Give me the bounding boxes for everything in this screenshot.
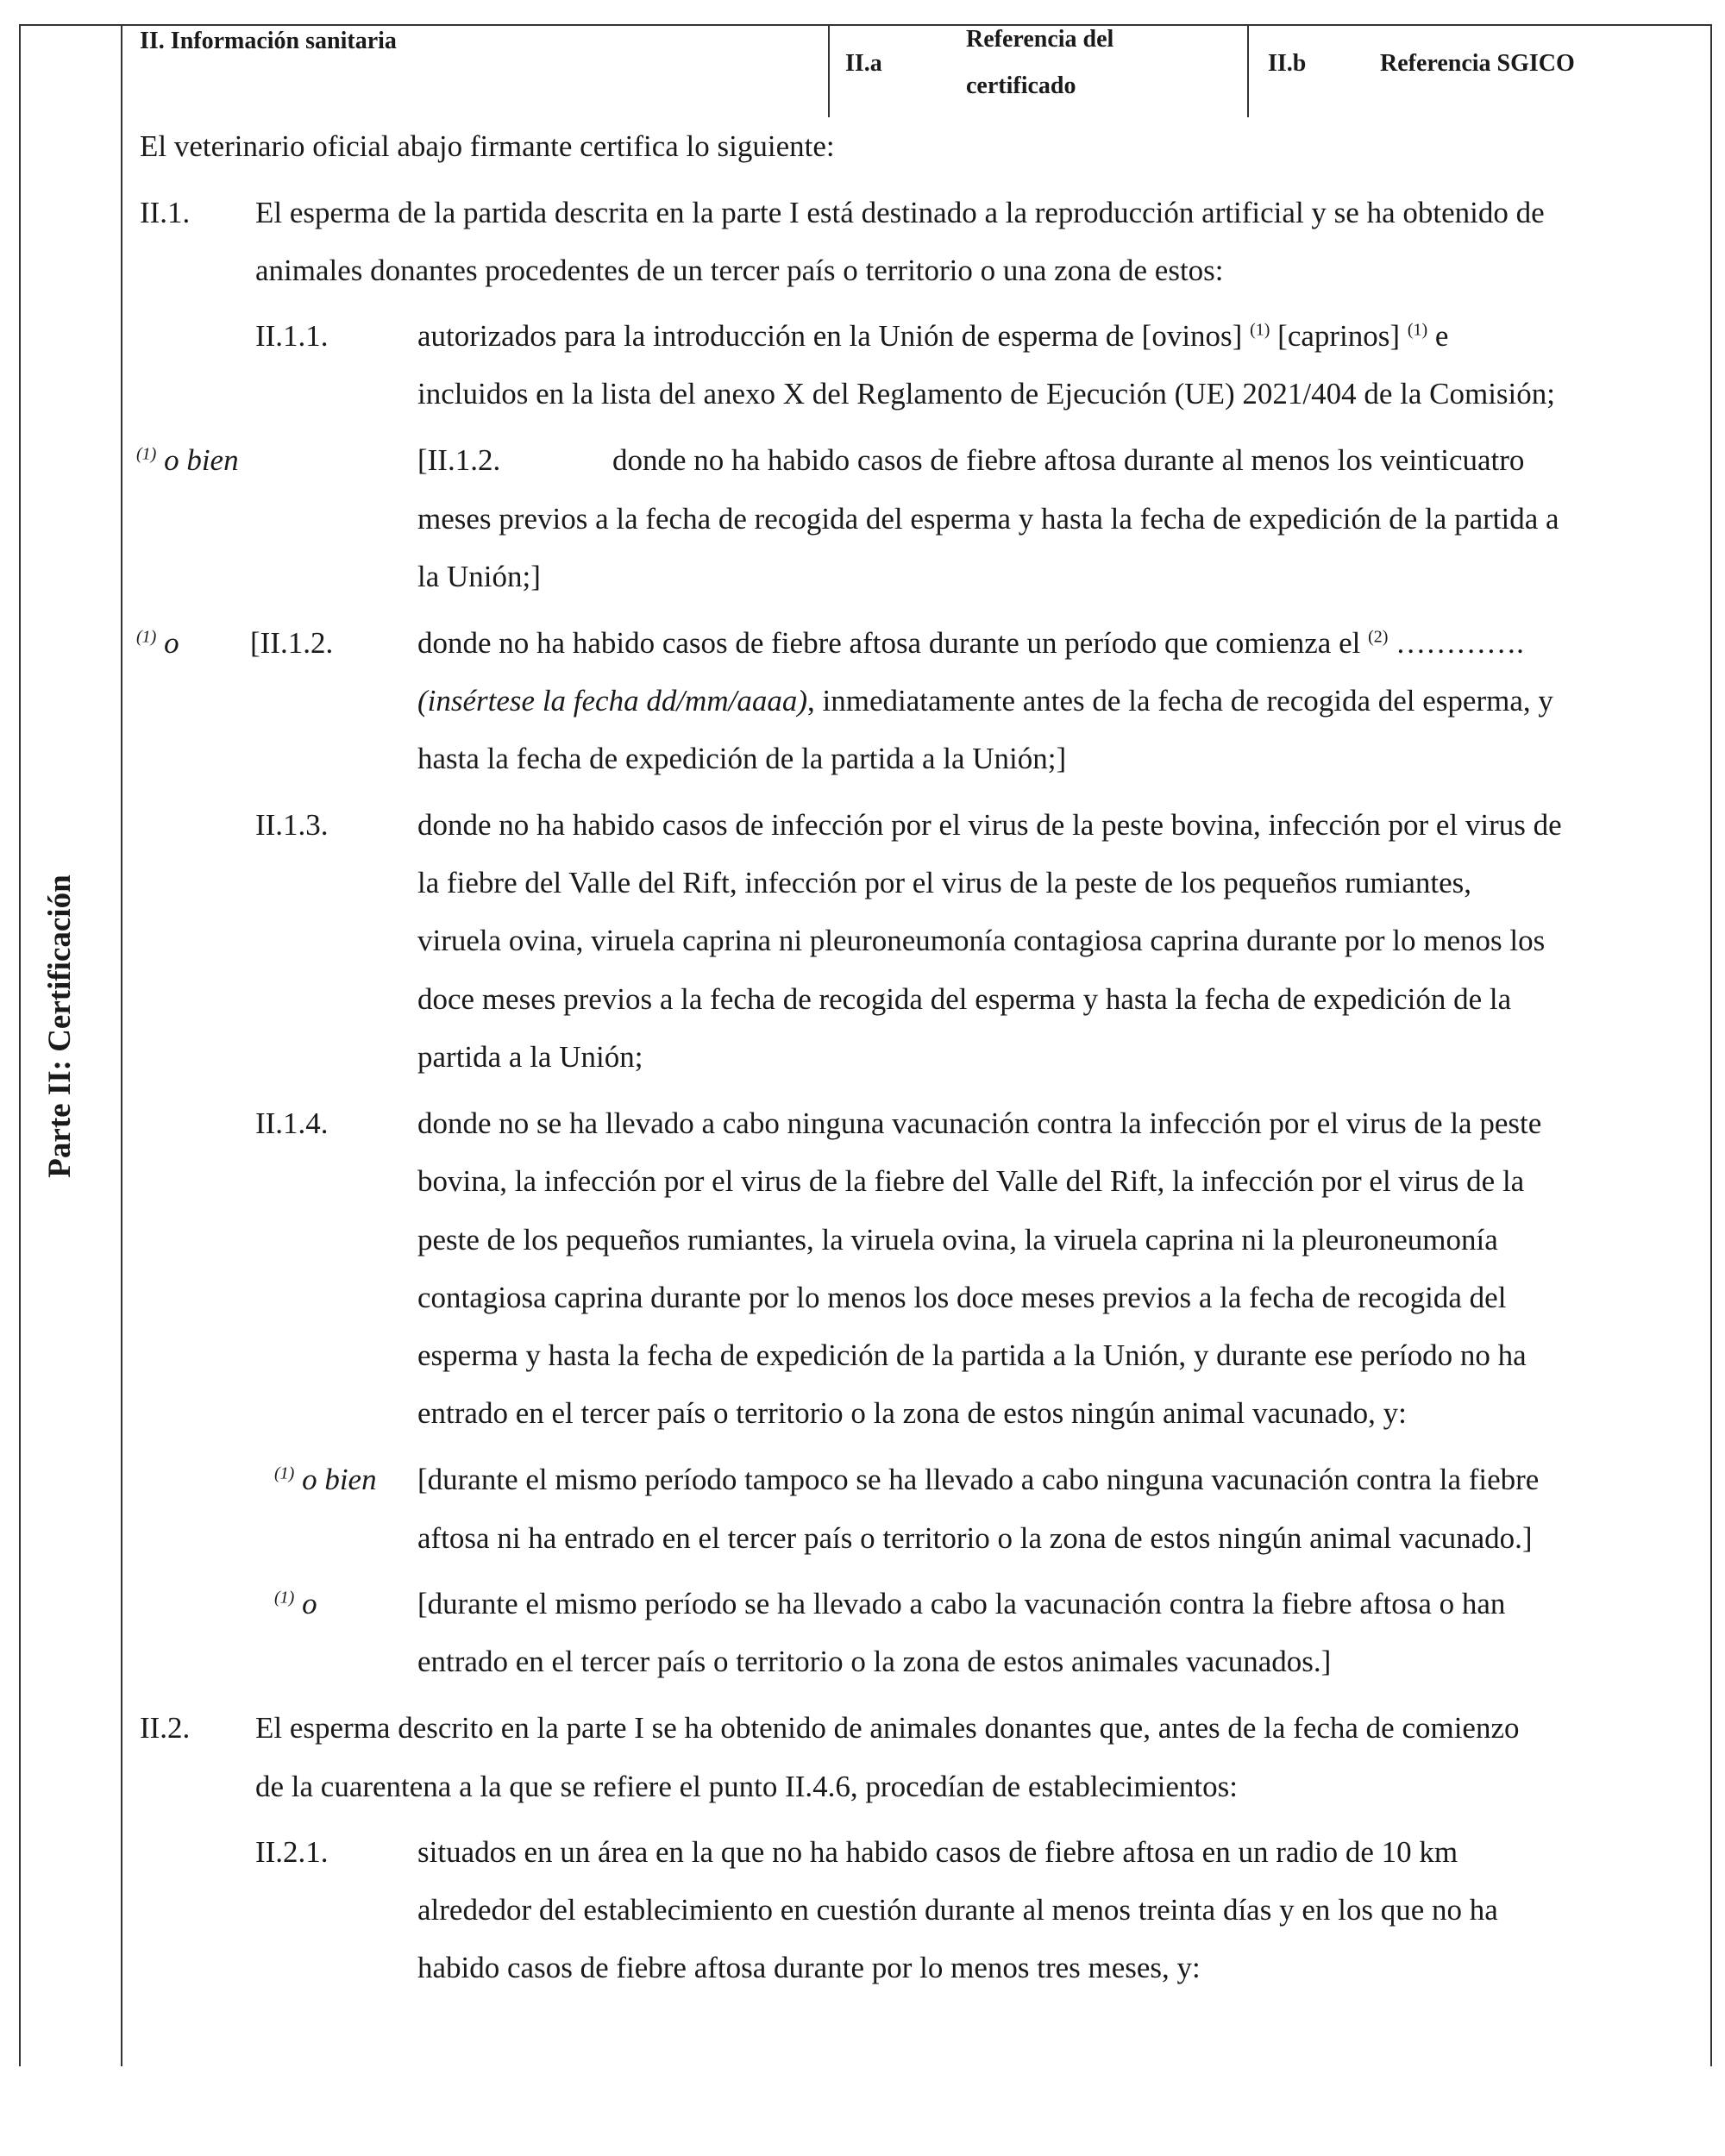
text-span: donde no ha habido casos de fiebre aftosa durante un período que comienza el bbox=[417, 626, 1369, 660]
body-line: entrado en el tercer país o territorio o la zona de estos animales vacunados.] bbox=[417, 1645, 1332, 1678]
body-line: El esperma de la partida descrita en la parte I está destinado a la reproducción artificial y se ha obtenido de bbox=[255, 196, 1545, 229]
footnote-mark: (1) bbox=[1407, 320, 1428, 340]
body-line: esperma y hasta la fecha de expedición de la partida a la Unión, y durante ese período no ha bbox=[417, 1338, 1527, 1372]
body-line: hasta la fecha de expedición de la partida a la Unión;] bbox=[417, 742, 1067, 775]
option-marker bbox=[136, 626, 179, 661]
body-line: meses previos a la fecha de recogida del esperma y hasta la fecha de expedición de la partida a bbox=[417, 502, 1559, 536]
body-line: contagiosa caprina durante por lo menos los doce meses previos a la fecha de recogida del bbox=[417, 1281, 1507, 1314]
item-number: [II.1.2. bbox=[250, 626, 334, 660]
inner-left-border bbox=[121, 24, 122, 2066]
footnote-mark: (1) bbox=[136, 627, 157, 647]
item-number: II.1.1. bbox=[255, 319, 329, 353]
body-line: donde no ha habido casos de fiebre aftosa durante al menos los veinticuatro bbox=[612, 443, 1525, 477]
ref-a-label-line2: certificado bbox=[966, 72, 1076, 99]
option-marker bbox=[274, 1463, 377, 1497]
text-span: [caprinos] bbox=[1270, 319, 1408, 353]
item-number: II.2. bbox=[140, 1711, 191, 1745]
option-word: o bien bbox=[156, 443, 239, 477]
body-line: bovina, la infección por el virus de la fiebre del Valle del Rift, la infección por el virus de la bbox=[417, 1164, 1525, 1198]
body-line: [durante el mismo período se ha llevado a cabo la vacunación contra la fiebre aftosa o han bbox=[417, 1587, 1506, 1620]
text-span: …………. bbox=[1388, 626, 1524, 660]
top-border bbox=[19, 24, 1711, 26]
footnote-mark: (2) bbox=[1368, 627, 1389, 647]
side-label: Parte II: Certificación bbox=[42, 874, 78, 1178]
body-line: de la cuarentena a la que se refiere el punto II.4.6, procedían de establecimientos: bbox=[255, 1770, 1238, 1803]
ref-b-label: Referencia SGICO bbox=[1380, 50, 1575, 77]
header-divider-b bbox=[1247, 24, 1249, 117]
ref-a-label-line1: Referencia del bbox=[966, 26, 1114, 53]
body-line: la Unión;] bbox=[417, 560, 541, 593]
body-line: partida a la Unión; bbox=[417, 1040, 643, 1074]
item-number: II.1. bbox=[140, 196, 191, 229]
body-line: alrededor del establecimiento en cuestión durante al menos treinta días y en los que no ha bbox=[417, 1893, 1498, 1927]
item-number: II.1.3. bbox=[255, 808, 329, 842]
body-line: incluidos en la lista del anexo X del Reglamento de Ejecución (UE) 2021/404 de la Comisión; bbox=[417, 377, 1555, 411]
right-border bbox=[1710, 24, 1712, 2066]
body-line: aftosa ni ha entrado en el tercer país o territorio o la zona de estos ningún animal vacunado.] bbox=[417, 1521, 1533, 1555]
body-line: viruela ovina, viruela caprina ni pleuroneumonía contagiosa caprina durante por lo menos los bbox=[417, 924, 1546, 957]
section-title: II. Información sanitaria bbox=[140, 28, 397, 54]
ref-b-code: II.b bbox=[1268, 50, 1307, 77]
body-line: peste de los pequeños rumiantes, la viruela ovina, la viruela caprina ni la pleuroneumonía bbox=[417, 1223, 1498, 1257]
text-span: , inmediatamente antes de la fecha de recogida del esperma, y bbox=[807, 684, 1553, 718]
footnote-mark: (1) bbox=[136, 444, 157, 464]
body-line: entrado en el tercer país o territorio o la zona de estos ningún animal vacunado, y: bbox=[417, 1396, 1407, 1430]
body-line bbox=[417, 684, 1553, 718]
instruction-text: (insértese la fecha dd/mm/aaaa) bbox=[417, 684, 807, 718]
intro-text: El veterinario oficial abajo firmante certifica lo siguiente: bbox=[140, 129, 835, 163]
option-marker bbox=[274, 1587, 317, 1621]
body-line bbox=[417, 319, 1448, 354]
text-span: autorizados para la introducción en la Unión de esperma de [ovinos] bbox=[417, 319, 1251, 353]
header-divider-a bbox=[828, 24, 830, 117]
body-line: donde no se ha llevado a cabo ninguna vacunación contra la infección por el virus de la peste bbox=[417, 1106, 1542, 1140]
body-line bbox=[417, 626, 1524, 661]
body-line: donde no ha habido casos de infección por el virus de la peste bovina, infección por el virus de bbox=[417, 808, 1562, 842]
option-marker bbox=[136, 443, 239, 478]
body-line: doce meses previos a la fecha de recogida del esperma y hasta la fecha de expedición de la bbox=[417, 982, 1512, 1016]
option-word: o bien bbox=[294, 1463, 377, 1496]
ref-a-code: II.a bbox=[845, 50, 882, 77]
footnote-mark: (1) bbox=[274, 1588, 295, 1608]
body-line: la fiebre del Valle del Rift, infección por el virus de la peste de los pequeños rumiantes, bbox=[417, 866, 1472, 899]
item-number: II.1.4. bbox=[255, 1106, 329, 1140]
body-line: animales donantes procedentes de un tercer país o territorio o una zona de estos: bbox=[255, 254, 1224, 287]
left-border bbox=[19, 24, 21, 2066]
body-line: habido casos de fiebre aftosa durante por lo menos tres meses, y: bbox=[417, 1951, 1201, 1984]
footnote-mark: (1) bbox=[274, 1463, 295, 1483]
body-line: El esperma descrito en la parte I se ha obtenido de animales donantes que, antes de la fecha de comienzo bbox=[255, 1711, 1520, 1745]
option-word: o bbox=[294, 1587, 317, 1620]
item-number: II.2.1. bbox=[255, 1835, 329, 1869]
footnote-mark: (1) bbox=[1250, 320, 1270, 340]
item-number: [II.1.2. bbox=[417, 443, 501, 477]
option-word: o bbox=[156, 626, 179, 660]
body-line: situados en un área en la que no ha habido casos de fiebre aftosa en un radio de 10 km bbox=[417, 1835, 1458, 1869]
text-span: e bbox=[1427, 319, 1449, 353]
body-line: [durante el mismo período tampoco se ha llevado a cabo ninguna vacunación contra la fiebre bbox=[417, 1463, 1540, 1496]
